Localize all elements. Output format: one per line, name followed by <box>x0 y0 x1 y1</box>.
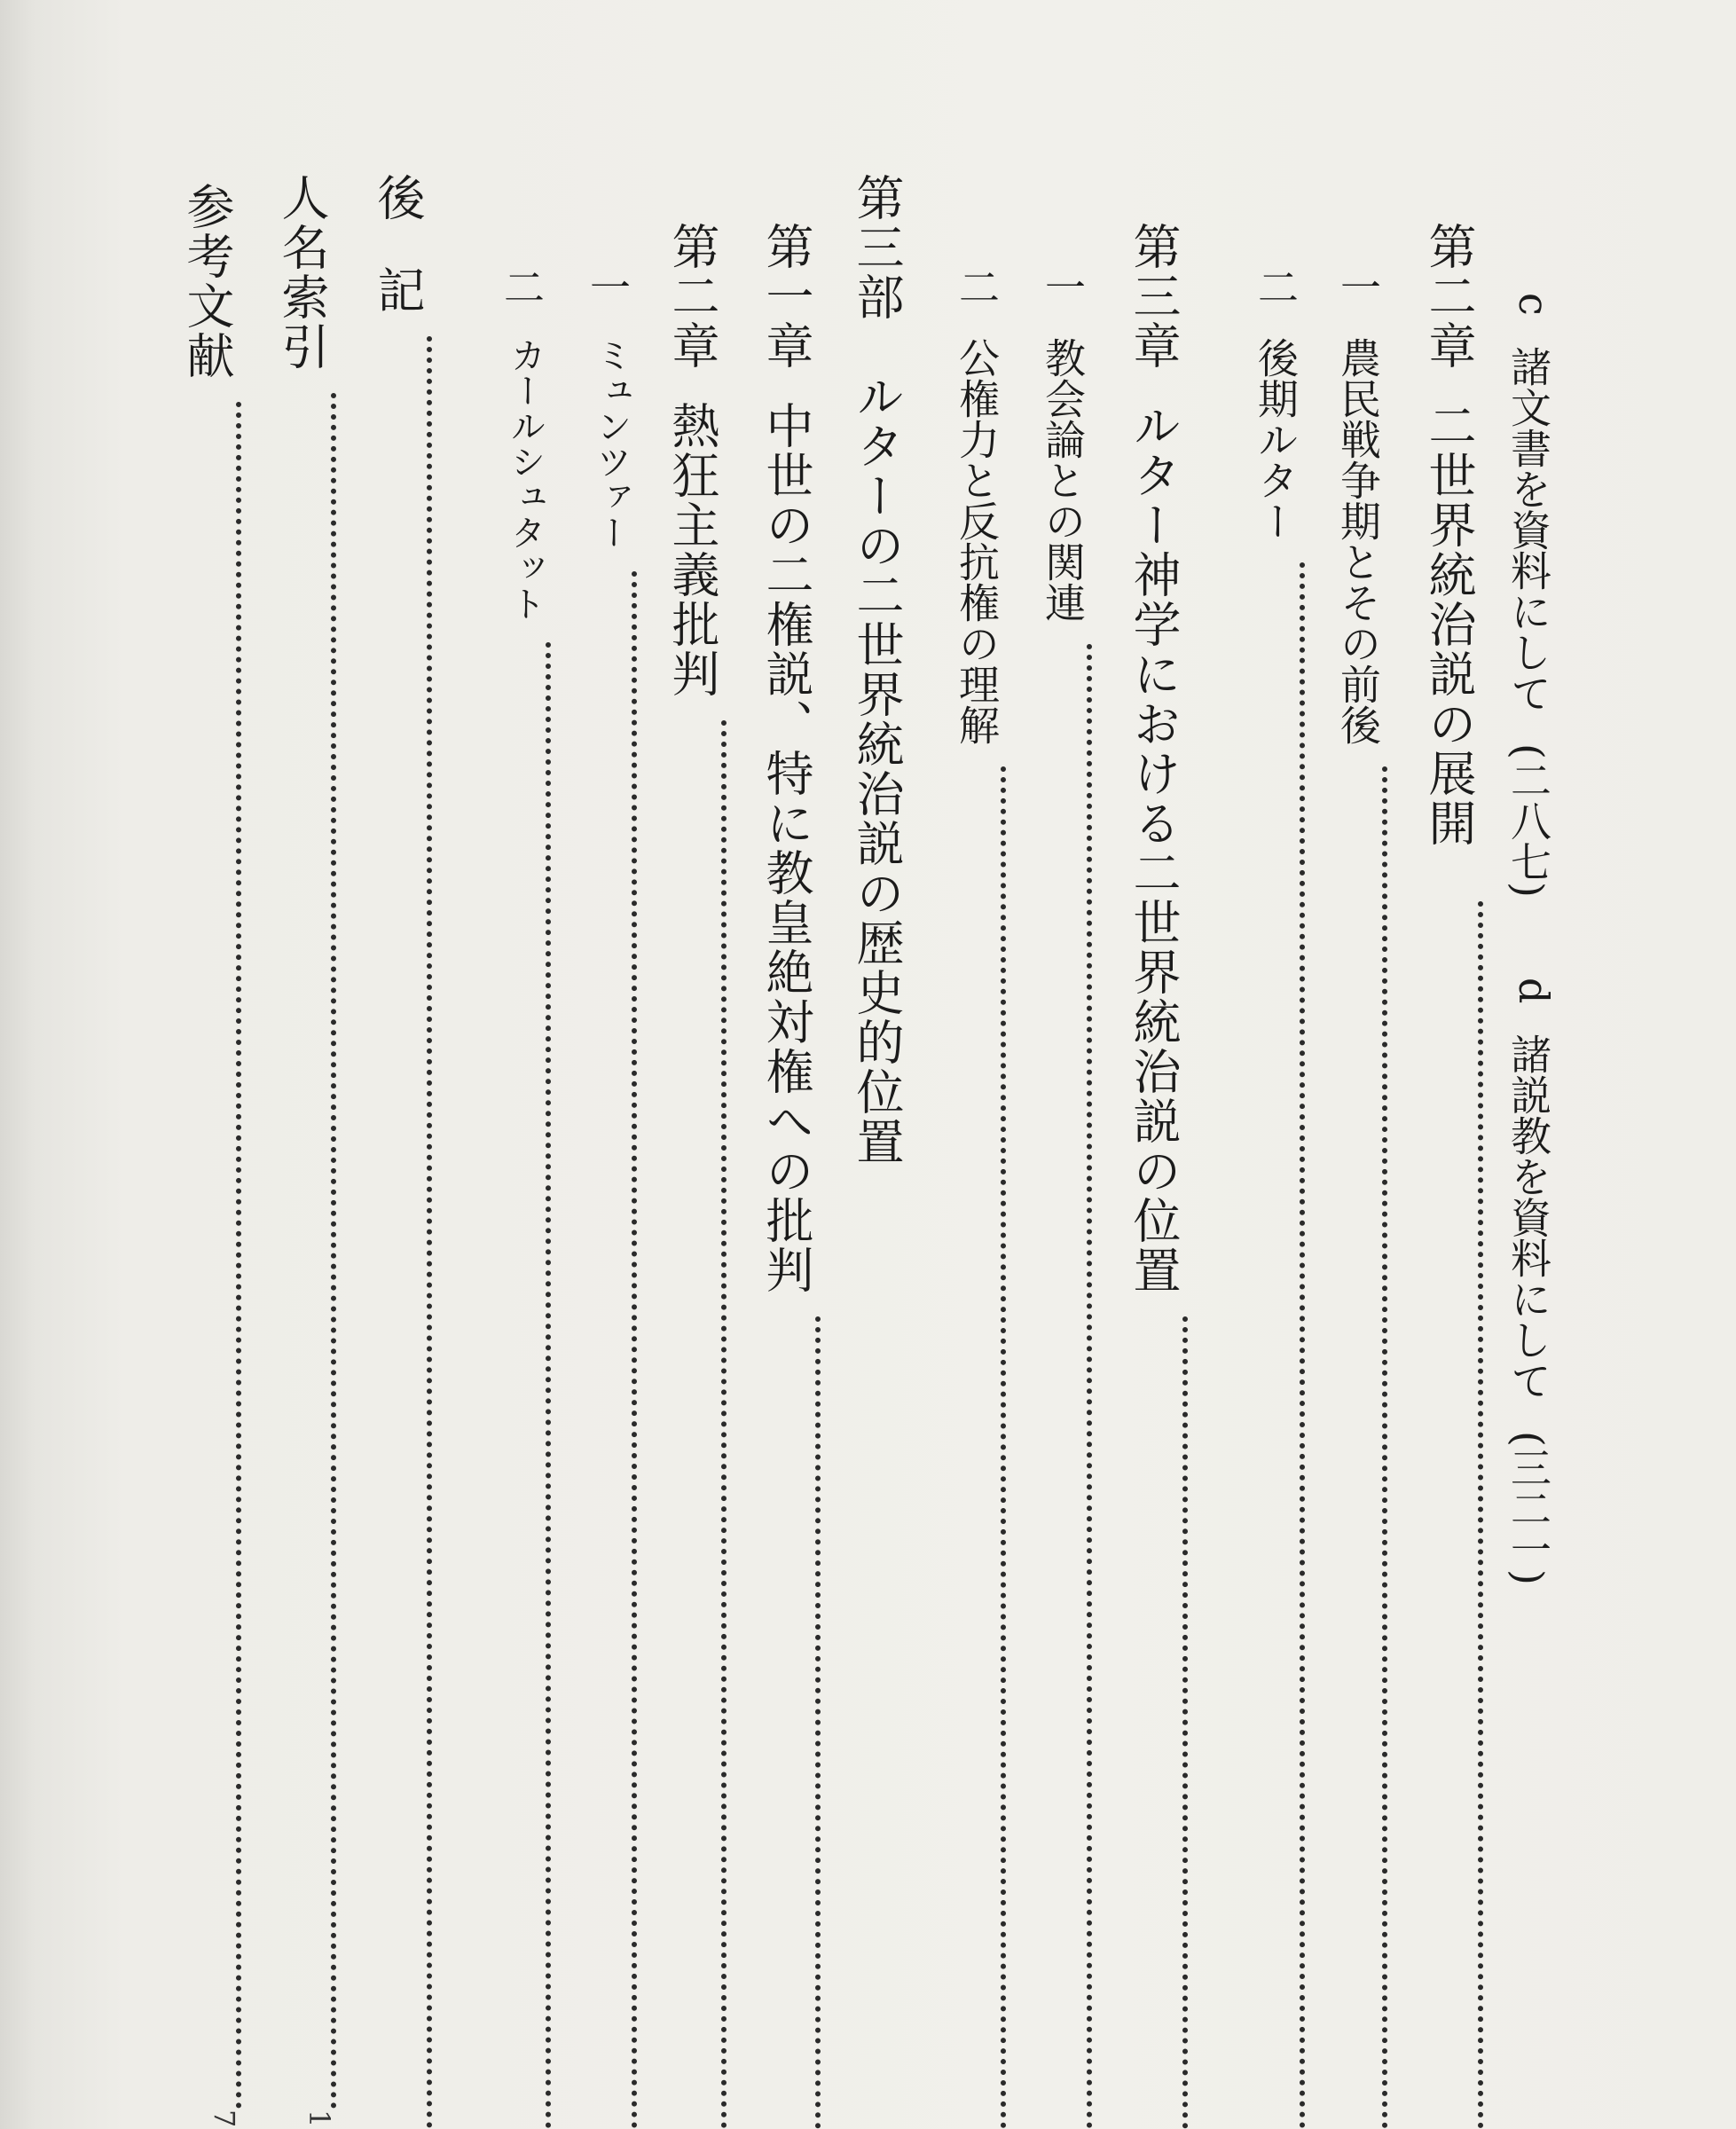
leader-dots <box>1033 644 1092 2129</box>
toc-entry-label: 中世の二権説、特に教皇絶対権への批判 <box>758 401 814 1295</box>
toc-entry-number: 二 <box>498 266 546 307</box>
toc-entry-section <box>492 0 551 2129</box>
toc-entry-label: ルターの二世界統治説の歴史的位置 <box>849 372 905 1167</box>
toc-entry-index <box>268 0 336 2129</box>
toc-entry-number: 第三部 <box>849 173 905 322</box>
toc-entry-number: 一 <box>584 266 632 307</box>
leader-dots <box>1246 562 1305 2129</box>
leader-dots <box>1415 901 1483 2129</box>
leader-dots <box>492 642 551 2129</box>
leader-dots <box>268 393 336 2109</box>
toc-entry-label: 参考文献 <box>179 182 235 381</box>
leader-dots <box>947 766 1006 2129</box>
toc-entry-number: c <box>1510 293 1558 316</box>
leader-dots <box>364 336 432 2129</box>
toc-entry-section <box>1033 0 1092 2129</box>
toc-entry-label: 後期ルター <box>1252 337 1300 541</box>
leader-dots <box>1329 766 1387 2129</box>
toc-entry-label: カールシュタット <box>505 337 546 621</box>
toc-entry-c-d <box>1499 0 1558 2129</box>
toc-entry-number: 一 <box>1334 266 1382 307</box>
toc-entry-page: (二八七) <box>1504 742 1552 898</box>
toc-entry-number: 第二章 <box>1421 222 1477 371</box>
toc-entry-chapter <box>752 0 821 2129</box>
leader-dots <box>752 1316 821 2129</box>
toc-entry-label: 熱狂主義批判 <box>664 401 720 699</box>
toc-entry-page: 1 <box>302 2109 336 2129</box>
leader-dots <box>173 402 241 2109</box>
toc-entry-label: ルター神学における二世界統治説の位置 <box>1126 401 1182 1295</box>
toc-entry-number: 二 <box>1252 266 1300 307</box>
toc-entry-label: 諸説教を資料にして <box>1504 1033 1552 1402</box>
toc-entry-section <box>578 0 637 2129</box>
toc-entry-chapter <box>1119 0 1188 2129</box>
leader-dots <box>1119 1316 1188 2129</box>
toc-entry-label: 二世界統治説の展開 <box>1421 401 1477 848</box>
toc-entry-label: 教会論との関連 <box>1039 337 1087 623</box>
toc-entry-section <box>1329 0 1387 2129</box>
toc-entry-number: 二 <box>953 266 1001 307</box>
toc-entry-number: 一 <box>1039 266 1087 307</box>
toc-entry-number: d <box>1510 977 1558 1004</box>
toc-entry-number: 第一章 <box>758 222 814 371</box>
toc-entry-number: 第二章 <box>664 222 720 371</box>
toc-entry-label: 記 <box>370 265 426 315</box>
toc-entry-label: 農民戦争期とその前後 <box>1334 337 1382 745</box>
toc-entry-bibliography <box>173 0 241 2129</box>
leader-dots <box>658 720 727 2129</box>
toc-entry-label: 諸文書を資料にして <box>1504 345 1552 713</box>
toc-entry-number: 第三章 <box>1126 222 1182 371</box>
toc-entry-label: ミュンツァー <box>591 337 632 550</box>
toc-entry-chapter <box>658 0 727 2129</box>
leader-dots <box>578 571 637 2129</box>
toc-entry-page: 7 <box>208 2109 241 2129</box>
toc-entry-label: 人名索引 <box>274 173 330 372</box>
toc-entry-section <box>1246 0 1305 2129</box>
toc-entry-chapter <box>1415 0 1483 2129</box>
toc-entry-page: (三二一) <box>1504 1431 1552 1586</box>
toc-entry-afterword <box>364 0 432 2129</box>
toc-entry-number: 後 <box>370 173 426 223</box>
toc-entry-label: 公権力と反抗権の理解 <box>953 337 1001 745</box>
toc-entry-part <box>843 0 911 2129</box>
toc-entry-section <box>947 0 1006 2129</box>
